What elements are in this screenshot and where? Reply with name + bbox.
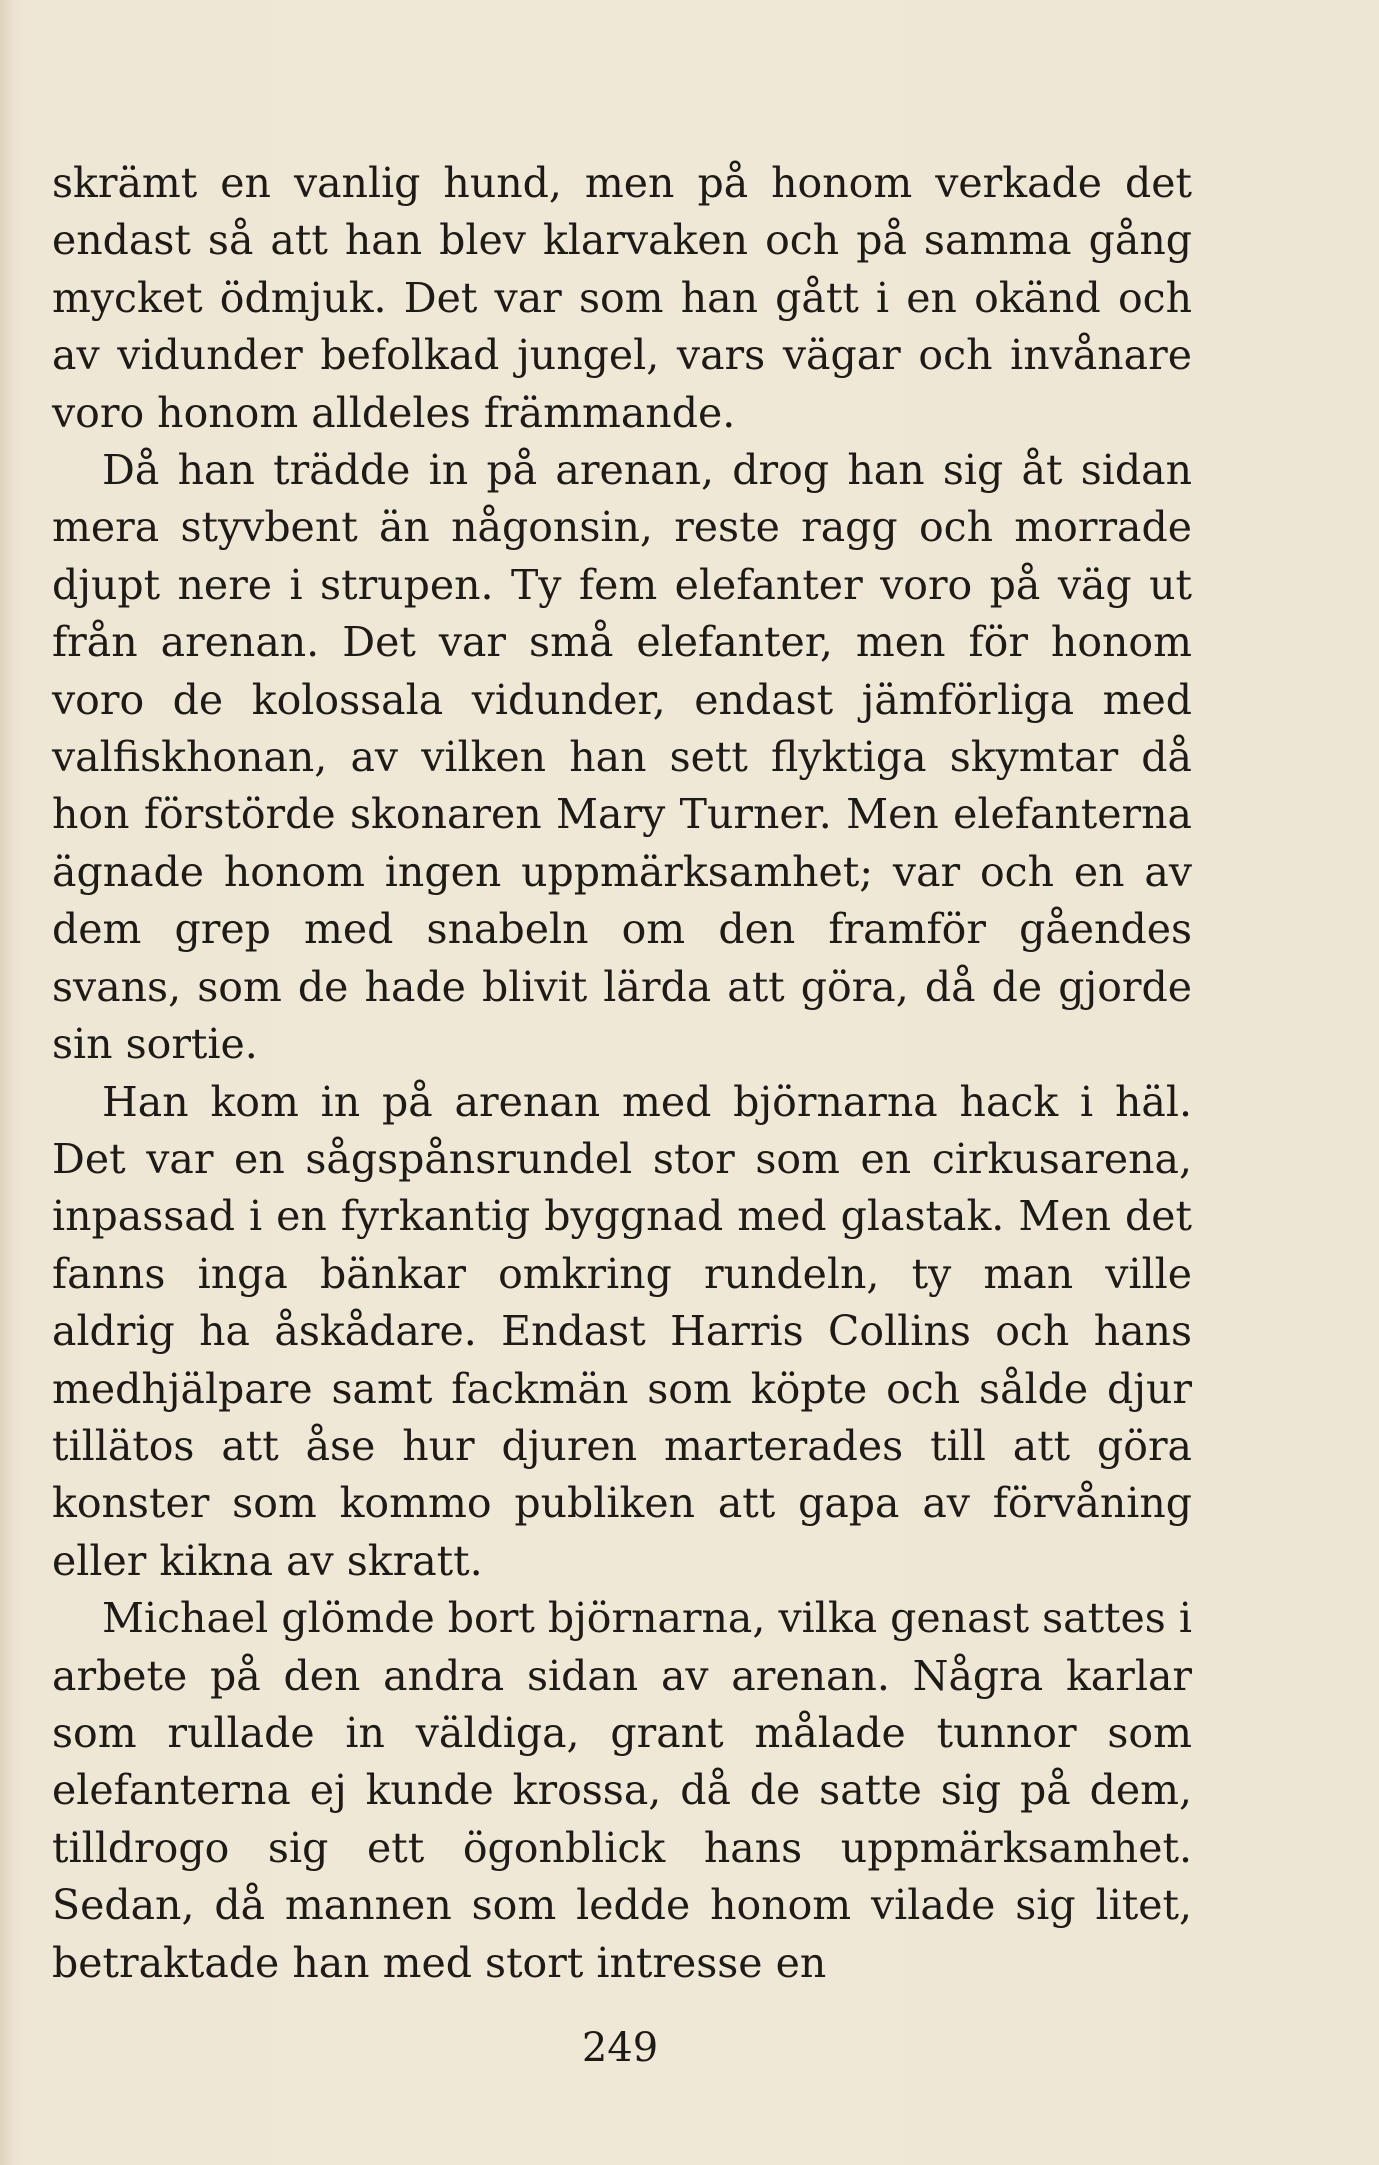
paragraph-2: Då han trädde in på arenan, drog han sig åt sidan mera styvbent än någonsin, reste ragg och morrade djupt nere i strupen. Ty fem elefanter voro på väg ut från arenan. Det var små elefanter, men för honom voro de kolossala vidunder, endast jämförliga med valfiskhonan, av vilken han sett flyktiga skymtar då hon förstörde skonaren Mary Turner. Men elefanterna ägnade honom ingen uppmärksamhet; var och en av dem grep med snabeln om den framför gåendes svans, som de hade blivit lärda att göra, då de gjorde sin sortie. [52,446,1192,1069]
page-number: 249 [581,2025,659,2071]
body-text [52,155,1192,1992]
binding-edge [0,0,14,2165]
paragraph-1: skrämt en vanlig hund, men på honom verkade det endast så att han blev klarvaken och på samma gång mycket ödmjuk. Det var som han gått i en okänd och av vidunder befolkad jungel, vars vägar och invånare voro honom alldeles främmande. [52,159,1192,437]
paragraph-3: Han kom in på arenan med björnarna hack i häl. Det var en sågspånsrundel stor som en cirkusarena, inpassad i en fyrkantig byggnad med glastak. Men det fanns inga bänkar omkring rundeln, ty man ville aldrig ha åskådare. Endast Harris Collins och hans medhjälpare samt fackmän som köpte och sålde djur tillätos att åse hur djuren marterades till att göra konster som kommo publiken att gapa av förvåning eller kikna av skratt. [52,1077,1192,1585]
paragraph-4: Michael glömde bort björnarna, vilka genast sattes i arbete på den andra sidan av arenan. Några karlar som rullade in väldiga, grant målade tunnor som elefanterna ej kunde krossa, då de satte sig på dem, tilldrogo sig ett ögonblick hans uppmärksamhet. Sedan, då mannen som ledde honom vilade sig litet, betraktade han med stort intresse en [52,1594,1192,1987]
